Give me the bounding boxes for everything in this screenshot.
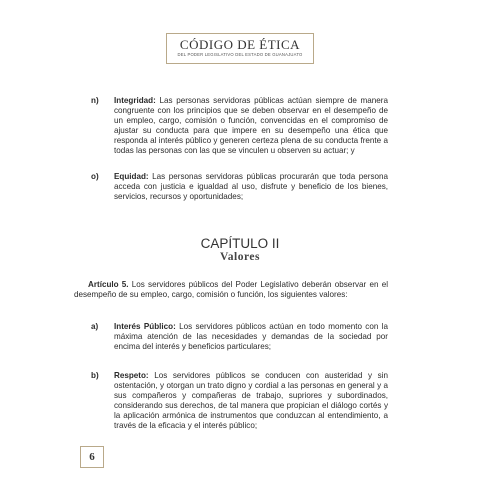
chapter-heading (0, 236, 480, 264)
item-text-block (114, 371, 388, 432)
document-header (166, 33, 314, 64)
article-text: Los servidores públicos del Poder Legislativo deberán observar en el desempeño de su empleo, cargo, comisión o función, los siguientes valores: (74, 280, 388, 300)
item-letter: o) (91, 172, 99, 181)
page-number: 6 (80, 446, 104, 468)
header-subtitle: DEL PODER LEGISLATIVO DEL ESTADO DE GUANAJUATO (177, 52, 303, 57)
item-text: Los servidores públicos actúan en todo momento con la máxima atención de las necesidades y demandas de la sociedad por encima del interés y beneficios particulares; (114, 322, 388, 352)
header-title: CÓDIGO DE ÉTICA (179, 37, 301, 52)
item-letter: b) (91, 371, 99, 380)
article-label: Artículo 5. (88, 280, 129, 289)
item-letter: a) (91, 322, 99, 331)
item-text-block (114, 96, 388, 157)
item-equidad (93, 172, 388, 202)
item-term: Respeto: (114, 371, 149, 380)
item-term: Interés Público: (114, 322, 176, 331)
item-interes-publico (93, 322, 388, 352)
article-5 (74, 280, 388, 300)
item-text: Las personas servidoras públicas procurarán que toda persona acceda con justicia e igualdad al uso, disfrute y beneficio de los bienes, servicios, recursos y oportunidades; (114, 172, 388, 202)
item-text: Los servidores públicos se conducen con austeridad y sin ostentación, y otorgan un trato digno y cordial a las personas en general y a sus compañeros y compañeras de trabajo, supriores y subordinados, considerando sus derechos, de tal manera que propician el diálogo cortés y la aplicación armónica de instrumentos que conduzcan al entendimiento, a través de la eficacia y el interés público; (114, 371, 388, 431)
item-respeto (93, 371, 388, 432)
item-term: Integridad: (114, 96, 156, 105)
item-text: Las personas servidoras públicas actúan siempre de manera congruente con los principios que se deben observar en el desempeño de un empleo, cargo, comisión o función, convencidas en el compromiso de ajustar su conducta para que impere en su desempeño una ética que responda al interés público y generen certeza plena de su conducta frente a todas las personas con las que se vinculen u observen su actuar; y (114, 96, 388, 156)
item-letter: n) (91, 96, 99, 105)
chapter-subtitle: Valores (220, 251, 260, 263)
item-integridad (93, 96, 388, 157)
item-text-block (114, 172, 388, 202)
chapter-title: CAPÍTULO II (200, 236, 280, 251)
item-term: Equidad: (114, 172, 149, 181)
item-text-block (114, 322, 388, 352)
